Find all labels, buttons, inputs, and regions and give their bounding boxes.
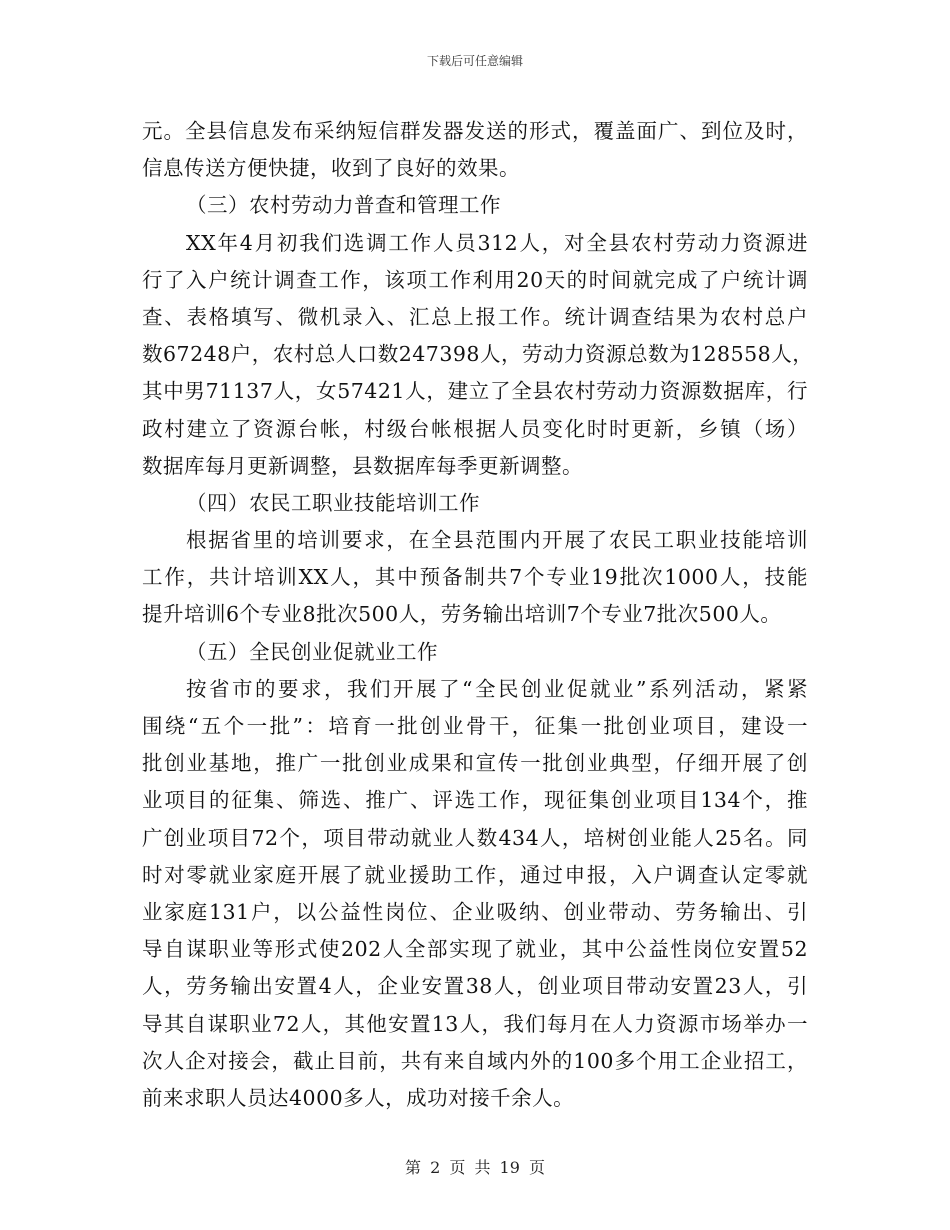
paragraph-line: 查、表格填写、微机录入、汇总上报工作。统计调查结果为农村总户 bbox=[142, 304, 808, 329]
paragraph-line: 业项目的征集、筛选、推广、评选工作，现征集创业项目134个，推 bbox=[142, 788, 808, 813]
page-number: 第 2 页 共 19 页 bbox=[405, 1158, 545, 1177]
paragraph-line: 业家庭131户，以公益性岗位、企业吸纳、创业带动、劳务输出、引 bbox=[142, 899, 808, 924]
paragraph-line: 元。全县信息发布采纳短信群发器发送的形式，覆盖面广、到位及时， bbox=[142, 119, 808, 143]
paragraph-line: 批创业基地，推广一批创业成果和宣传一批创业典型，仔细开展了创 bbox=[142, 751, 808, 776]
paragraph-line: 导自谋职业等形式使202人全部实现了就业，其中公益性岗位安置52 bbox=[142, 937, 808, 962]
paragraph-line: 人，劳务输出安置4人，企业安置38人，创业项目带动安置23人，引 bbox=[142, 974, 808, 999]
section-heading-3: （三）农村劳动力普查和管理工作 bbox=[186, 193, 501, 218]
paragraph-line: 工作，共计培训XX人，其中预备制共7个专业19批次1000人，技能 bbox=[142, 565, 808, 590]
paragraph-line: 行了入户统计调查工作，该项工作利用20天的时间就完成了户统计调 bbox=[142, 267, 808, 292]
paragraph-line: 数67248户，农村总人口数247398人，劳动力资源总数为128558人， bbox=[142, 342, 814, 367]
section-heading-5: （五）全民创业促就业工作 bbox=[186, 639, 438, 664]
paragraph-line: 导其自谋职业72人，其他安置13人，我们每月在人力资源市场举办一 bbox=[142, 1011, 808, 1036]
paragraph-line: 提升培训6个专业8批次500人，劳务输出培训7个专业7批次500人。 bbox=[142, 602, 782, 627]
paragraph-line: 广创业项目72个，项目带动就业人数434人，培树创业能人25名。同 bbox=[142, 825, 808, 850]
document-body bbox=[142, 113, 814, 1117]
paragraph-line: 围绕“五个一批”：培育一批创业骨干，征集一批创业项目，建设一 bbox=[142, 714, 808, 738]
paragraph-line: 其中男71137人，女57421人，建立了全县农村劳动力资源数据库，行 bbox=[142, 379, 808, 404]
paragraph-line: 信息传送方便快捷，收到了良好的效果。 bbox=[142, 156, 520, 181]
paragraph-line: 政村建立了资源台帐，村级台帐根据人员变化时时更新，乡镇（场） bbox=[142, 416, 808, 441]
page-header-note: 下载后可任意编辑 bbox=[426, 54, 523, 68]
paragraph-line: 根据省里的培训要求，在全县范围内开展了农民工职业技能培训 bbox=[186, 528, 808, 553]
section-heading-4: （四）农民工职业技能培训工作 bbox=[186, 490, 480, 515]
paragraph-line: 时对零就业家庭开展了就业援助工作，通过申报，入户调查认定零就 bbox=[142, 862, 808, 887]
paragraph-line: 次人企对接会，截止目前，共有来自域内外的100多个用工企业招工， bbox=[142, 1048, 808, 1073]
paragraph-line: XX年4月初我们选调工作人员312人，对全县农村劳动力资源进 bbox=[186, 230, 808, 255]
paragraph-line: 数据库每月更新调整，县数据库每季更新调整。 bbox=[142, 453, 583, 478]
paragraph-line: 前来求职人员达4000多人，成功对接千余人。 bbox=[142, 1085, 575, 1110]
paragraph-line: 按省市的要求，我们开展了“全民创业促就业”系列活动，紧紧 bbox=[186, 676, 808, 701]
